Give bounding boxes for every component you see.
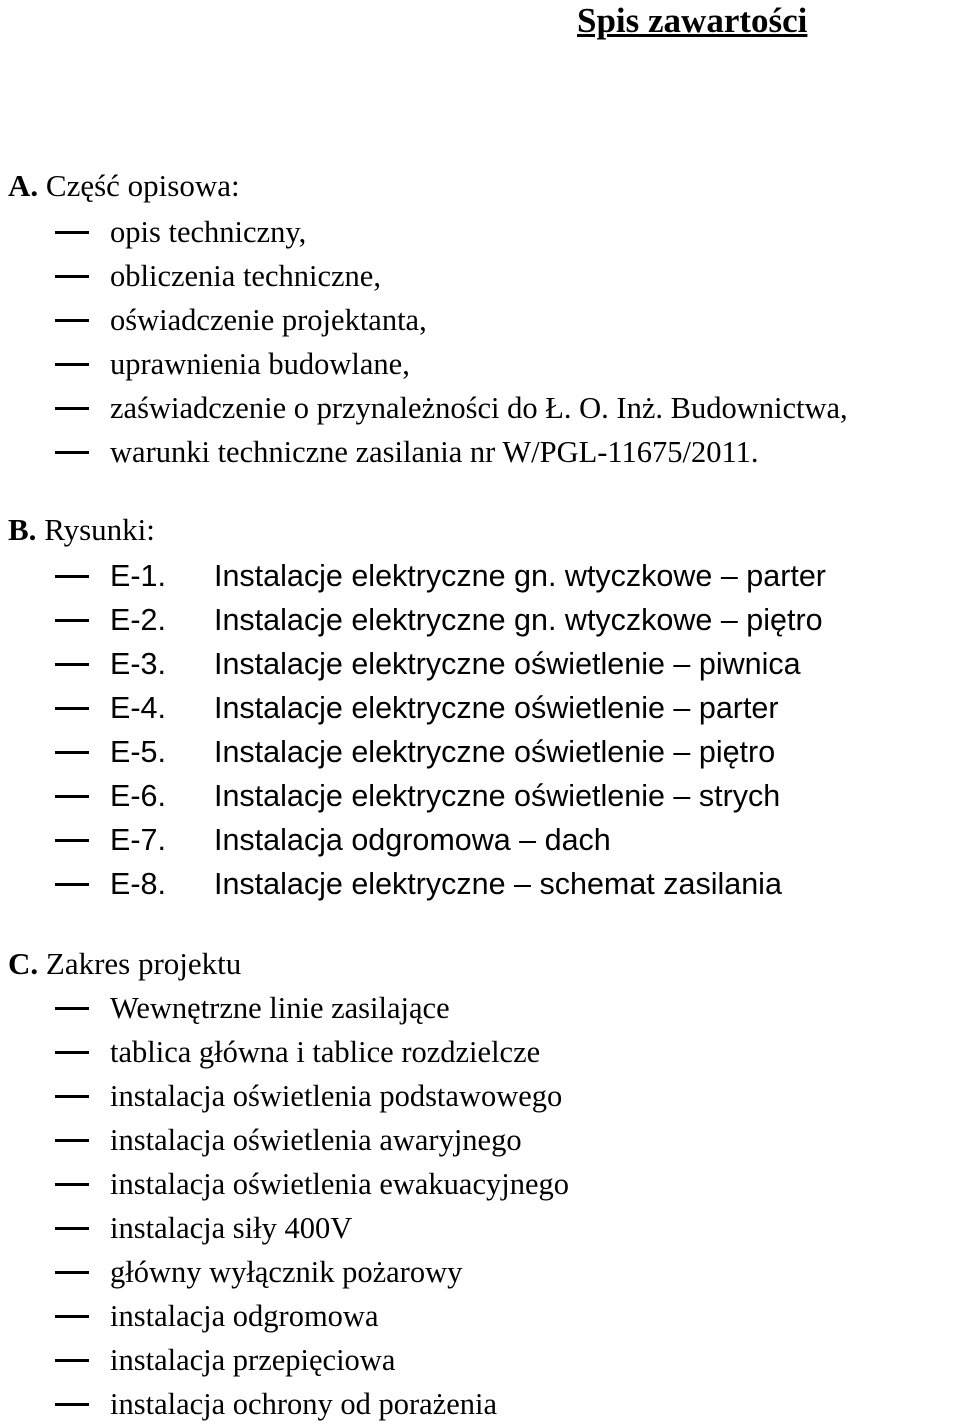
drawing-title: Instalacje elektryczne oświetlenie – piętro xyxy=(214,735,776,769)
list-item-text: instalacja oświetlenia ewakuacyjnego xyxy=(110,1167,570,1201)
section-c-heading xyxy=(8,944,241,984)
section-a-heading xyxy=(8,166,240,206)
dash-bullet xyxy=(55,319,89,322)
list-item-text: instalacja oświetlenia podstawowego xyxy=(110,1079,563,1113)
drawing-code: E-2. xyxy=(110,603,166,637)
list-item-text: oświadczenie projektanta, xyxy=(110,303,427,337)
list-item-text: instalacja oświetlenia awaryjnego xyxy=(110,1123,522,1157)
dash-bullet xyxy=(55,751,89,754)
dash-bullet xyxy=(55,1359,89,1362)
drawing-code: E-6. xyxy=(110,779,166,813)
section-a-letter: A. xyxy=(8,168,39,203)
dash-bullet xyxy=(55,1315,89,1318)
dash-bullet xyxy=(55,275,89,278)
dash-bullet xyxy=(55,575,89,578)
drawing-title: Instalacje elektryczne oświetlenie – parter xyxy=(214,691,779,725)
dash-bullet xyxy=(55,883,89,886)
list-item-text: instalacja siły 400V xyxy=(110,1211,353,1245)
section-c-title: Zakres projektu xyxy=(38,946,242,981)
dash-bullet xyxy=(55,1051,89,1054)
list-item-text: opis techniczny, xyxy=(110,215,307,249)
drawing-title: Instalacje elektryczne gn. wtyczkowe – piętro xyxy=(214,603,823,637)
drawing-code: E-7. xyxy=(110,823,166,857)
dash-bullet xyxy=(55,839,89,842)
section-b-letter: B. xyxy=(8,512,37,547)
section-c-letter: C. xyxy=(8,946,39,981)
drawing-code: E-1. xyxy=(110,559,166,593)
page-title: Spis zawartości xyxy=(577,1,808,40)
drawing-title: Instalacja odgromowa – dach xyxy=(214,823,611,857)
dash-bullet xyxy=(55,795,89,798)
list-item-text: instalacja ochrony od porażenia xyxy=(110,1387,498,1421)
drawing-code: E-3. xyxy=(110,647,166,681)
drawing-title: Instalacje elektryczne oświetlenie – strych xyxy=(214,779,781,813)
dash-bullet xyxy=(55,663,89,666)
list-item-text: zaświadczenie o przynależności do Ł. O. Inż. Budownictwa, xyxy=(110,391,848,425)
drawing-code: E-4. xyxy=(110,691,166,725)
drawing-title: Instalacje elektryczne gn. wtyczkowe – parter xyxy=(214,559,826,593)
section-b-title: Rysunki: xyxy=(36,512,155,547)
list-item-text: tablica główna i tablice rozdzielcze xyxy=(110,1035,541,1069)
dash-bullet xyxy=(55,1227,89,1230)
dash-bullet xyxy=(55,1139,89,1142)
dash-bullet xyxy=(55,1095,89,1098)
dash-bullet xyxy=(55,1271,89,1274)
drawing-code: E-5. xyxy=(110,735,166,769)
dash-bullet xyxy=(55,231,89,234)
drawing-title: Instalacje elektryczne – schemat zasilania xyxy=(214,867,782,901)
drawing-code: E-8. xyxy=(110,867,166,901)
list-item-text: obliczenia techniczne, xyxy=(110,259,381,293)
dash-bullet xyxy=(55,1007,89,1010)
dash-bullet xyxy=(55,363,89,366)
section-b-heading xyxy=(8,510,155,550)
dash-bullet xyxy=(55,451,89,454)
list-item-text: warunki techniczne zasilania nr W/PGL-11675/2011. xyxy=(110,435,759,469)
dash-bullet xyxy=(55,707,89,710)
list-item-text: Wewnętrzne linie zasilające xyxy=(110,991,450,1025)
section-a-title: Część opisowa: xyxy=(38,168,240,203)
dash-bullet xyxy=(55,619,89,622)
list-item-text: instalacja odgromowa xyxy=(110,1299,379,1333)
list-item-text: instalacja przepięciowa xyxy=(110,1343,396,1377)
list-item-text: uprawnienia budowlane, xyxy=(110,347,410,381)
dash-bullet xyxy=(55,407,89,410)
dash-bullet xyxy=(55,1183,89,1186)
list-item-text: główny wyłącznik pożarowy xyxy=(110,1255,463,1289)
dash-bullet xyxy=(55,1403,89,1406)
drawing-title: Instalacje elektryczne oświetlenie – piwnica xyxy=(214,647,801,681)
